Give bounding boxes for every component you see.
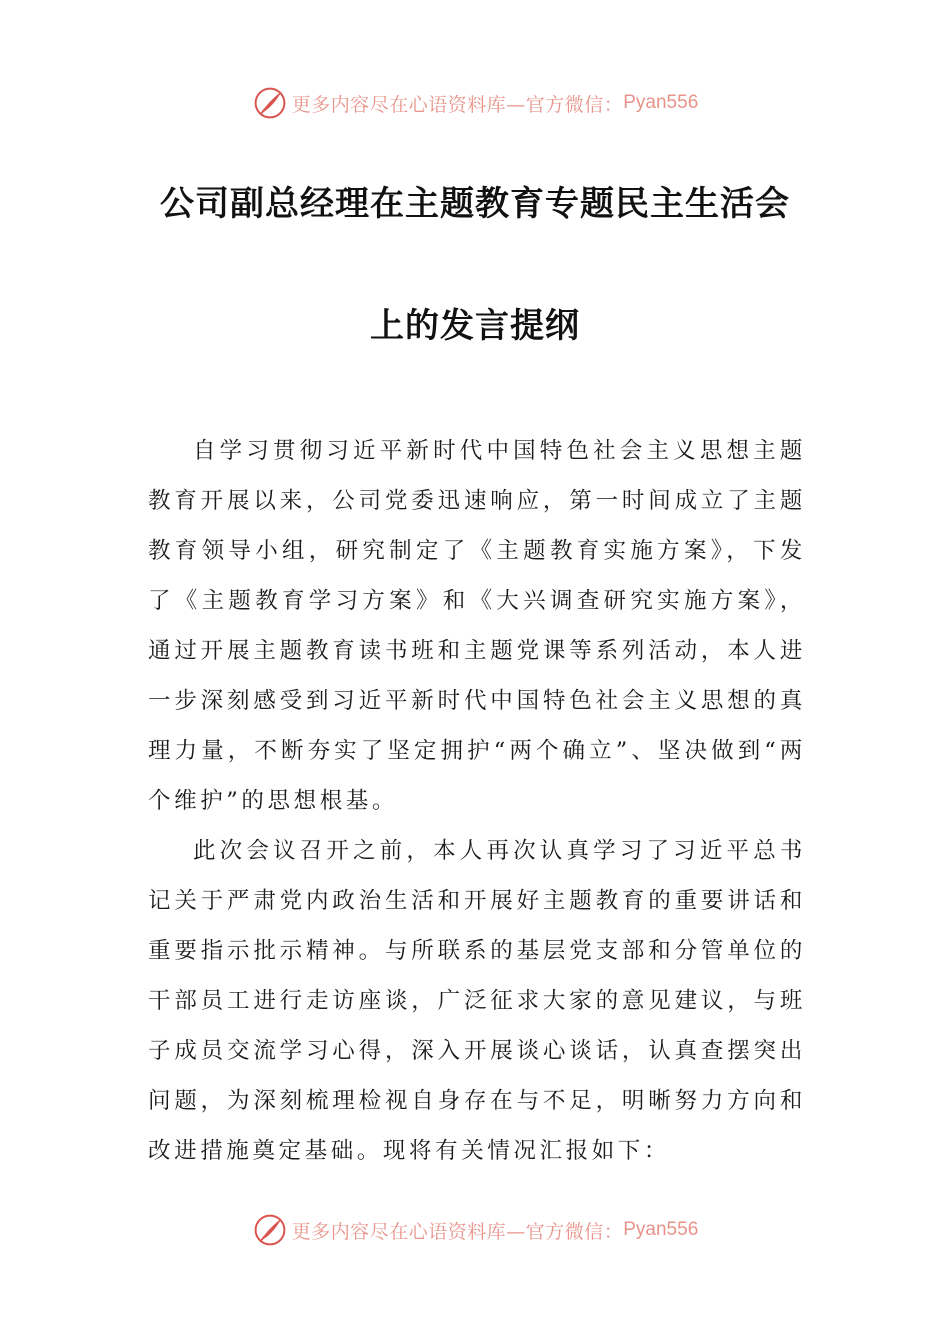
paragraph-2: 此次会议召开之前，本人再次认真学习了习近平总书记关于严肃党内政治生活和开展好主题教育的重要讲话和重要指示批示精神。与所联系的基层党支部和分管单位的干部员工进行走访座谈，广泛征求大家的意见建议，与班子成员交流学习心得，深入开展谈心谈话，认真查摆突出问题，为深刻梳理检视自身存在与不足，明晰努力方向和改进措施奠定基础。现将有关情况汇报如下： xyxy=(148,838,806,1164)
watermark-footer xyxy=(0,1210,950,1250)
watermark-header xyxy=(0,83,950,123)
quill-logo-icon xyxy=(252,1212,288,1248)
paragraph-1: 自学习贯彻习近平新时代中国特色社会主义思想主题教育开展以来，公司党委迅速响应，第一时间成立了主题教育领导小组，研究制定了《主题教育实施方案》，下发了《主题教育学习方案》和《大兴调查研究实施方案》，通过开展主题教育读书班和主题党课等系列活动，本人进一步深刻感受到习近平新时代中国特色社会主义思想的真理力量，不断夯实了坚定拥护“两个确立”、坚决做到“两个维护”的思想根基。 xyxy=(148,438,806,814)
watermark-handle: Pyan556 xyxy=(623,92,699,113)
watermark-text: 更多内容尽在心语资料库—官方微信： xyxy=(291,93,624,116)
watermark-handle: Pyan556 xyxy=(623,1219,699,1240)
watermark-text: 更多内容尽在心语资料库—官方微信： xyxy=(291,1220,624,1243)
document-title-line-1: 公司副总经理在主题教育专题民主生活会 xyxy=(160,184,790,224)
document-body xyxy=(148,426,806,1176)
quill-logo-icon xyxy=(252,85,288,121)
document-title-line-2: 上的发言提纲 xyxy=(370,306,580,346)
